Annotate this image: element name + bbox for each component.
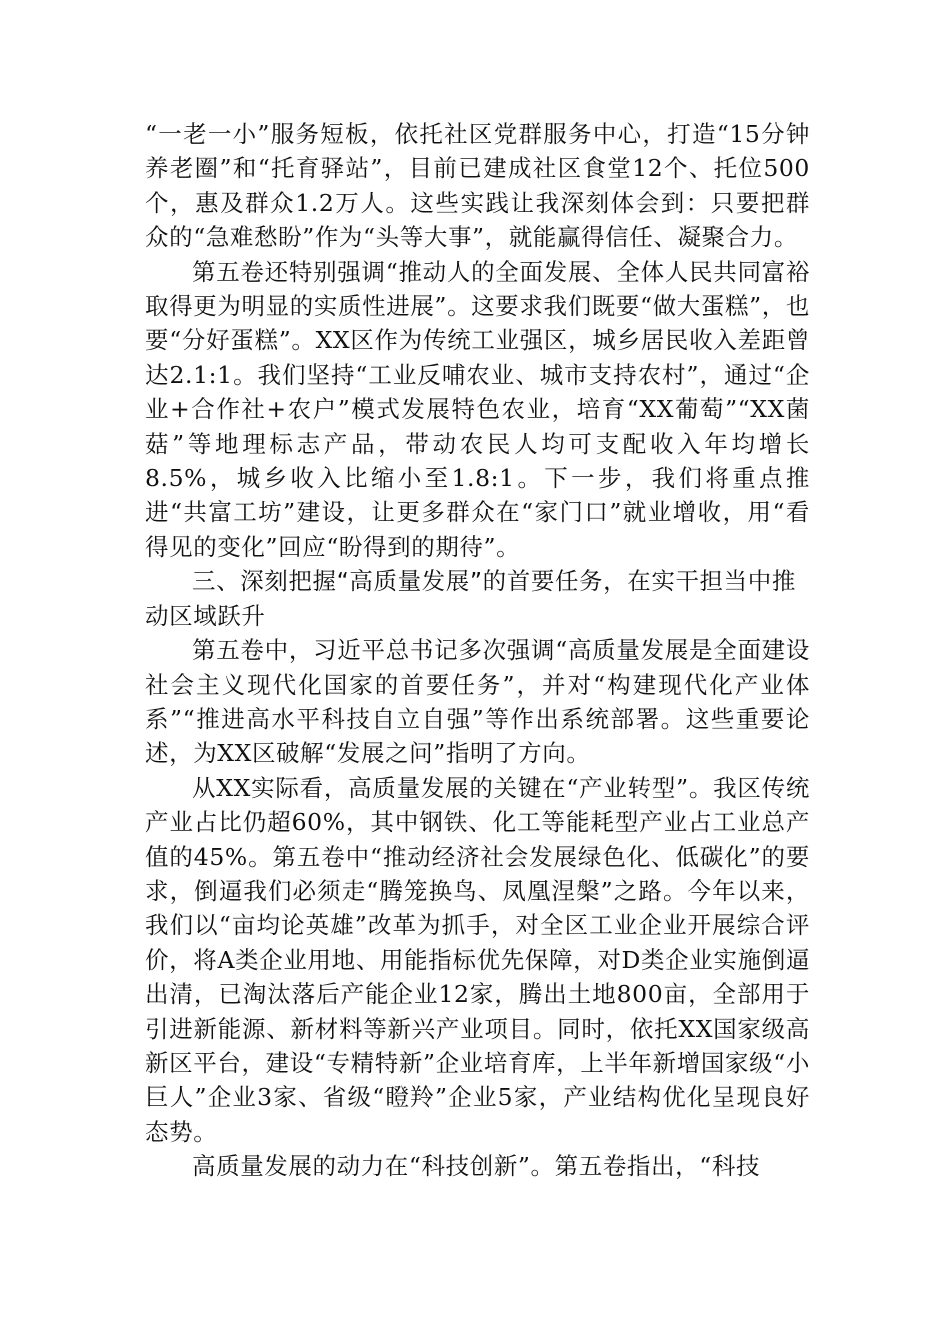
paragraph-high-quality-development: 第五卷中，习近平总书记多次强调“高质量发展是全面建设社会主义现代化国家的首要任务”，并对“构建现代化产业体系”“推进高水平科技自立自强”等作出系统部署。这些重要论述，为XX区破解“发展之问”指明了方向。 — [145, 636, 810, 768]
document-body — [145, 117, 810, 1184]
paragraph-common-prosperity: 第五卷还特别强调“推动人的全面发展、全体人民共同富裕取得更为明显的实质性进展”。这要求我们既要“做大蛋糕”，也要“分好蛋糕”。XX区作为传统工业强区，城乡居民收入差距曾达2.1:1。我们坚持“工业反哺农业、城市支持农村”，通过“企业+合作社+农户”模式发展特色农业，培育“XX葡萄”“XX菌菇”等地理标志产品，带动农民人均可支配收入年均增长8.5%，城乡收入比缩小至1.8:1。下一步，我们将重点推进“共富工坊”建设，让更多群众在“家门口”就业增收，用“看得见的变化”回应“盼得到的期待”。 — [145, 257, 810, 561]
paragraph-industry-transformation: 从XX实际看，高质量发展的关键在“产业转型”。我区传统产业占比仍超60%，其中钢铁、化工等能耗型产业占工业总产值的45%。第五卷中“推动经济社会发展绿色化、低碳化”的要求，倒逼我们必须走“腾笼换鸟、凤凰涅槃”之路。今年以来，我们以“亩均论英雄”改革为抓手，对全区工业企业开展综合评价，将A类企业用地、用能指标优先保障，对D类企业实施倒逼出清，已淘汰落后产能企业12家，腾出土地800亩，全部用于引进新能源、新材料等新兴产业项目。同时，依托XX国家级高新区平台，建设“专精特新”企业培育库，上半年新增国家级“小巨人”企业3家、省级“瞪羚”企业5家，产业结构优化呈现良好态势。 — [145, 773, 810, 1146]
section-heading-three: 三、深刻把握“高质量发展”的首要任务，在实干担当中推动区域跃升 — [145, 567, 796, 630]
paragraph-tech-innovation: 高质量发展的动力在“科技创新”。第五卷指出，“科技 — [192, 1152, 761, 1181]
paragraph-continuation: “一老一小”服务短板，依托社区党群服务中心，打造“15分钟养老圈”和“托育驿站”，目前已建成社区食堂12个、托位500个，惠及群众1.2万人。这些实践让我深刻体会到：只要把群众的“急难愁盼”作为“头等大事”，就能赢得信任、凝聚合力。 — [145, 120, 810, 252]
